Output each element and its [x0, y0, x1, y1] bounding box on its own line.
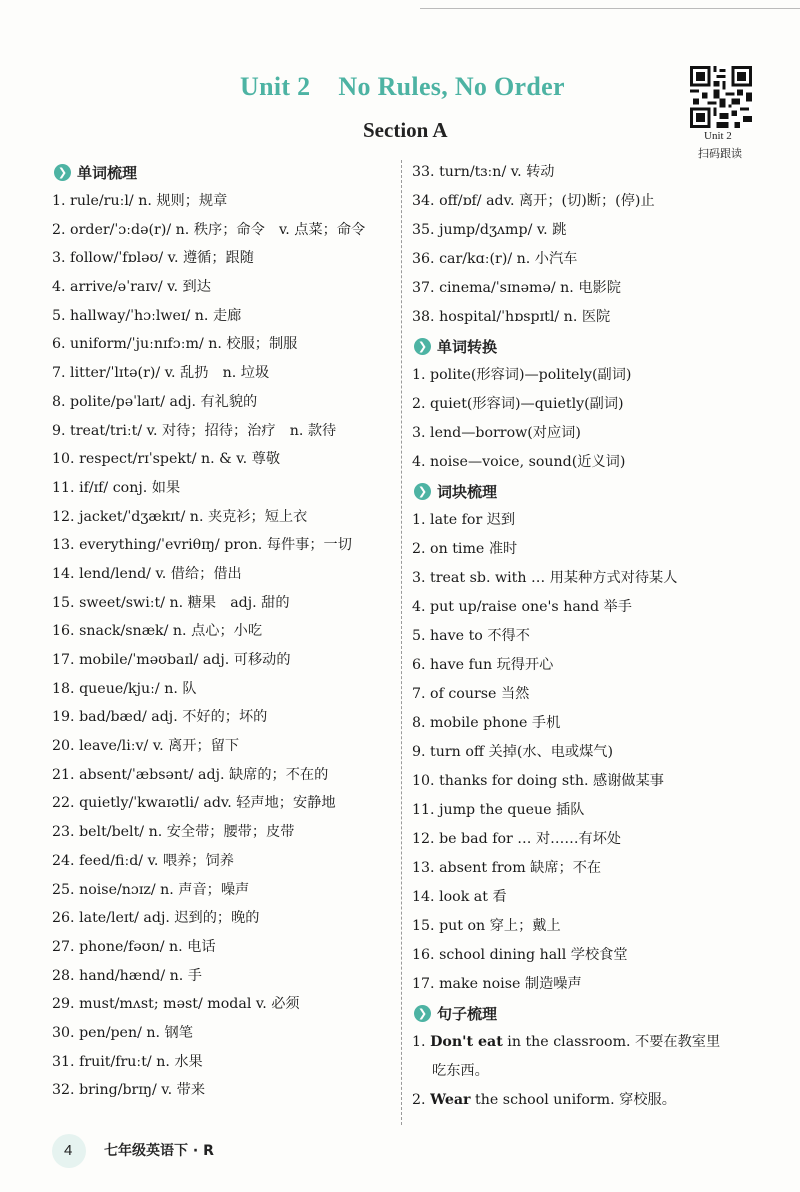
phrases-header: ❯ 词块梳理 [412, 477, 757, 506]
word-item: 14. lend/lend/ v. 借给；借出 [52, 565, 242, 582]
word-item: 31. fruit/fruːt/ n. 水果 [52, 1053, 203, 1070]
word-item: 21. absent/ˈæbsənt/ adj. 缺席的；不在的 [52, 766, 329, 783]
unit-number: Unit 2 [240, 72, 311, 101]
phrase-item: 2. on time 准时 [412, 541, 518, 557]
word-item: 24. feed/fiːd/ v. 喂养；饲养 [52, 852, 234, 869]
word-item: 7. litter/ˈlɪtə(r)/ v. 乱扔 n. 垃圾 [52, 365, 270, 382]
sentence-item: 2. Wear the school uniform. 穿校服。 [412, 1092, 676, 1108]
phrase-item: 16. school dining hall 学校食堂 [412, 947, 628, 963]
conversion-item: 3. lend—borrow(对应词) [412, 425, 581, 441]
conversion-header: ❯ 单词转换 [412, 332, 757, 361]
word-item: 33. turn/tɜːn/ v. 转动 [412, 164, 555, 180]
right-column [412, 158, 757, 1115]
phrase-item: 15. put on 穿上；戴上 [412, 918, 561, 934]
word-item: 1. rule/ruːl/ n. 规则；规章 [52, 193, 228, 209]
word-item: 12. jacket/ˈdʒækɪt/ n. 夹克衫；短上衣 [52, 508, 308, 525]
word-item: 11. if/ɪf/ conj. 如果 [52, 479, 181, 496]
conversion-item: 2. quiet(形容词)—quietly(副词) [412, 396, 624, 412]
phrase-item: 13. absent from 缺席；不在 [412, 860, 602, 876]
phrase-item: 3. treat sb. with … 用某种方式对待某人 [412, 570, 678, 586]
word-item: 38. hospital/ˈhɒspɪtl/ n. 医院 [412, 309, 611, 325]
word-item: 19. bad/bæd/ adj. 不好的；坏的 [52, 709, 268, 726]
chevron-right-icon: ❯ [414, 1005, 431, 1022]
word-item: 35. jump/dʒʌmp/ v. 跳 [412, 222, 567, 238]
word-item: 16. snack/snæk/ n. 点心；小吃 [52, 623, 263, 640]
phrase-item: 6. have fun 玩得开心 [412, 657, 554, 673]
word-item: 15. sweet/swiːt/ n. 糖果 adj. 甜的 [52, 594, 290, 611]
qr-code-icon[interactable] [690, 66, 752, 128]
conversion-item: 1. polite(形容词)—politely(副词) [412, 367, 632, 383]
word-item: 10. respect/rɪˈspekt/ n. & v. 尊敬 [52, 451, 281, 468]
word-item: 36. car/kɑː(r)/ n. 小汽车 [412, 251, 578, 267]
word-item: 27. phone/fəʊn/ n. 电话 [52, 938, 216, 955]
word-item: 20. leave/liːv/ v. 离开；留下 [52, 738, 240, 755]
unit-name: No Rules, No Order [338, 72, 565, 101]
chevron-right-icon: ❯ [54, 164, 71, 181]
word-item: 22. quietly/ˈkwaɪətli/ adv. 轻声地；安静地 [52, 795, 336, 812]
phrase-item: 5. have to 不得不 [412, 628, 530, 644]
word-item: 3. follow/ˈfɒləʊ/ v. 遵循；跟随 [52, 250, 254, 267]
phrase-item: 12. be bad for … 对……有坏处 [412, 831, 622, 847]
top-rule [420, 8, 800, 9]
word-item: 18. queue/kjuː/ n. 队 [52, 680, 197, 697]
phrase-item: 8. mobile phone 手机 [412, 715, 561, 731]
word-item: 37. cinema/ˈsɪnəmə/ n. 电影院 [412, 280, 621, 296]
word-item: 13. everything/ˈevriθɪŋ/ pron. 每件事；一切 [52, 537, 352, 554]
conversion-item: 4. noise—voice, sound(近义词) [412, 454, 626, 470]
left-column [52, 158, 397, 1105]
page-number: 4 [64, 1142, 73, 1159]
phrase-item: 11. jump the queue 插队 [412, 802, 585, 818]
words-header: ❯ 单词梳理 [52, 158, 397, 187]
word-item: 29. must/mʌst; məst/ modal v. 必须 [52, 996, 300, 1013]
chevron-right-icon: ❯ [414, 338, 431, 355]
section-title: Section A [363, 118, 448, 142]
phrase-item: 1. late for 迟到 [412, 512, 516, 528]
word-item: 26. late/leɪt/ adj. 迟到的；晚的 [52, 910, 260, 927]
phrase-item: 4. put up/raise one's hand 举手 [412, 599, 632, 615]
sentences-header: ❯ 句子梳理 [412, 999, 757, 1028]
word-item: 9. treat/triːt/ v. 对待；招待；治疗 n. 款待 [52, 422, 337, 439]
word-item: 34. off/ɒf/ adv. 离开；(切)断；(停)止 [412, 193, 655, 209]
phrase-item: 9. turn off 关掉(水、电或煤气) [412, 744, 614, 760]
word-item: 2. order/ˈɔːdə(r)/ n. 秩序；命令 v. 点菜；命令 [52, 221, 366, 238]
phrase-item: 7. of course 当然 [412, 686, 530, 702]
word-item: 17. mobile/ˈməʊbaɪl/ adj. 可移动的 [52, 652, 291, 668]
qr-caption-unit: Unit 2 [704, 130, 732, 142]
sentence-item: 1. Don't eat in the classroom. 不要在教室里 吃东西。 [412, 1034, 721, 1079]
phrase-item: 10. thanks for doing sth. 感谢做某事 [412, 773, 664, 789]
sentence-key-phrase: Don't eat [430, 1034, 503, 1050]
book-title: 七年级英语下 · R [104, 1143, 214, 1159]
word-item: 8. polite/pəˈlaɪt/ adj. 有礼貌的 [52, 393, 258, 410]
word-item: 32. bring/brɪŋ/ v. 带来 [52, 1082, 206, 1099]
word-item: 25. noise/nɔɪz/ n. 声音；噪声 [52, 881, 250, 898]
phrase-item: 14. look at 看 [412, 889, 507, 905]
word-item: 5. hallway/ˈhɔːlweɪ/ n. 走廊 [52, 307, 242, 324]
phrase-item: 17. make noise 制造噪声 [412, 976, 582, 992]
chevron-right-icon: ❯ [414, 483, 431, 500]
sentence-key-phrase: Wear [430, 1092, 471, 1108]
word-item: 23. belt/belt/ n. 安全带；腰带；皮带 [52, 824, 295, 841]
word-item: 6. uniform/ˈjuːnɪfɔːm/ n. 校服；制服 [52, 336, 298, 353]
page-number-badge [52, 1134, 86, 1168]
word-item: 4. arrive/əˈraɪv/ v. 到达 [52, 279, 211, 296]
unit-title [240, 72, 565, 102]
qr-caption-scan: 扫码跟读 [698, 147, 742, 160]
word-item: 28. hand/hænd/ n. 手 [52, 967, 202, 984]
word-item: 30. pen/pen/ n. 钢笔 [52, 1024, 193, 1041]
column-divider [401, 160, 402, 1125]
